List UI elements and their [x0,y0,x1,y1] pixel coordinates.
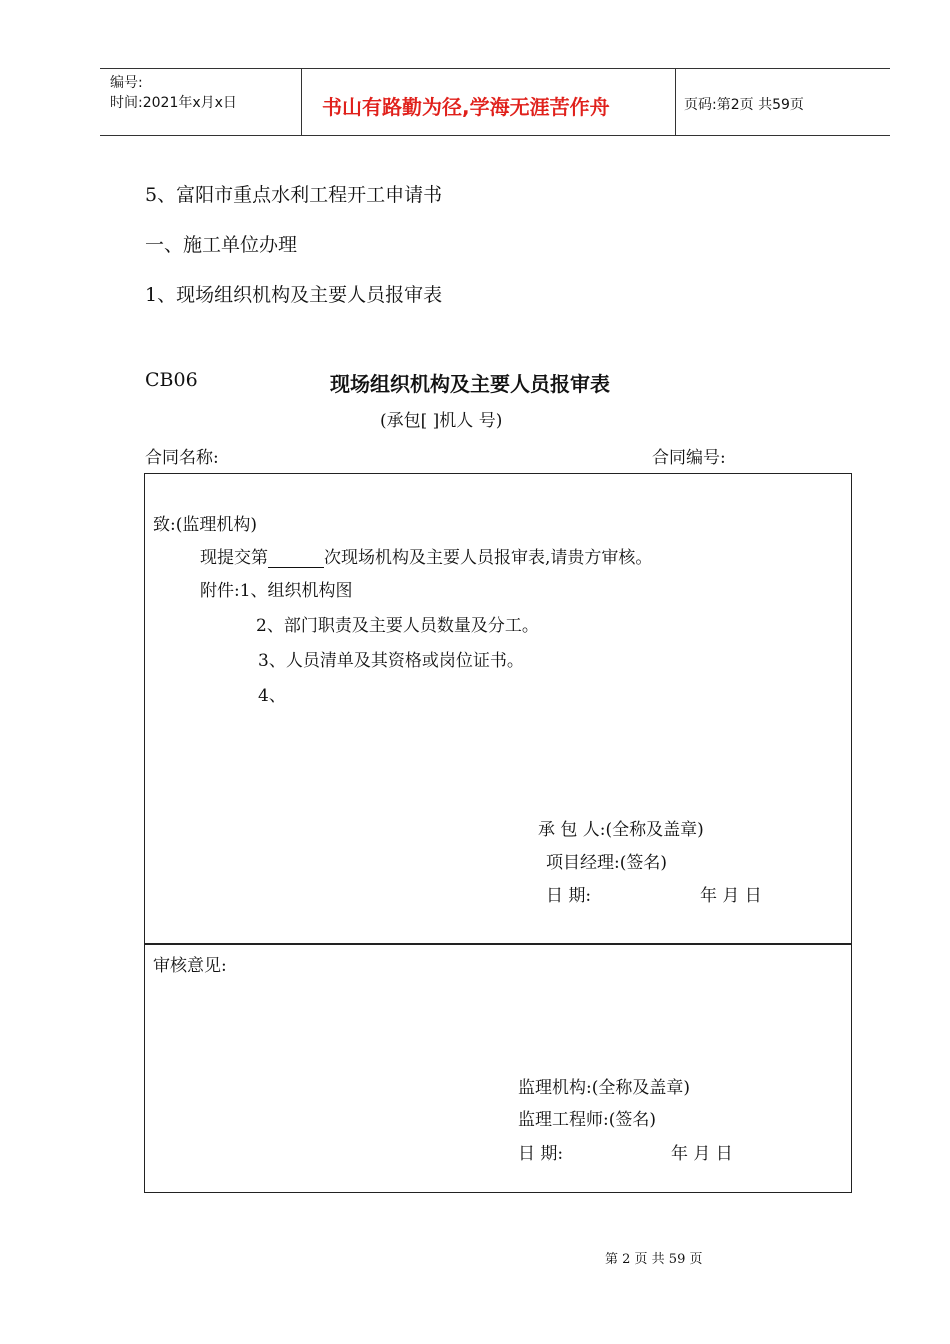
header-bottom-rule [100,135,890,136]
supervisor-org: 监理机构:(全称及盖章) [518,1078,690,1098]
supervisor-date-label: 日 期: [518,1144,564,1164]
header-motto: 书山有路勤为径,学海无涯苦作舟 [322,95,610,119]
review-label: 审核意见: [153,956,227,976]
project-manager-sign: 项目经理:(签名) [546,853,667,873]
section-part-1: 一、施工单位办理 [145,234,298,256]
header-time-label: 时间:2021年x月x日 [110,95,237,111]
attachment-item: 4、 [258,686,286,706]
to-line: 致:(监理机构) [153,515,257,535]
attachment-item: 附件:1、组织机构图 [200,581,353,601]
contract-name-label: 合同名称: [145,448,219,468]
supervisor-engineer-sign: 监理工程师:(签名) [518,1110,656,1130]
contract-no-label: 合同编号: [652,448,726,468]
form-code: CB06 [145,369,198,391]
supervisor-date-fields: 年 月 日 [671,1144,733,1164]
attachment-item: 2、部门职责及主要人员数量及分工。 [256,616,539,636]
form-subtitle: (承包[ ]机人 号) [380,411,503,431]
submit-suffix: 次现场机构及主要人员报审表,请贵方审核。 [324,548,653,568]
contractor-date-fields: 年 月 日 [700,886,762,906]
attachment-item: 3、人员清单及其资格或岗位证书。 [258,651,524,671]
submit-line [200,543,652,568]
section-item-1: 1、现场组织机构及主要人员报审表 [145,284,443,306]
review-box [144,943,852,1193]
contractor-date-label: 日 期: [546,886,592,906]
header-divider-right [675,68,676,135]
header-page-info: 页码:第2页 共59页 [684,97,804,113]
contractor-party: 承 包 人:(全称及盖章) [538,820,704,840]
header-top-rule [100,68,890,69]
footer-page-number: 第 2 页 共 59 页 [605,1252,703,1267]
submit-prefix: 现提交第 [200,548,268,568]
submission-count-blank[interactable] [268,549,324,568]
header-divider-left [301,68,302,135]
section-item-5: 5、富阳市重点水利工程开工申请书 [145,184,443,206]
header-number-label: 编号: [110,75,143,91]
form-title: 现场组织机构及主要人员报审表 [330,372,610,396]
